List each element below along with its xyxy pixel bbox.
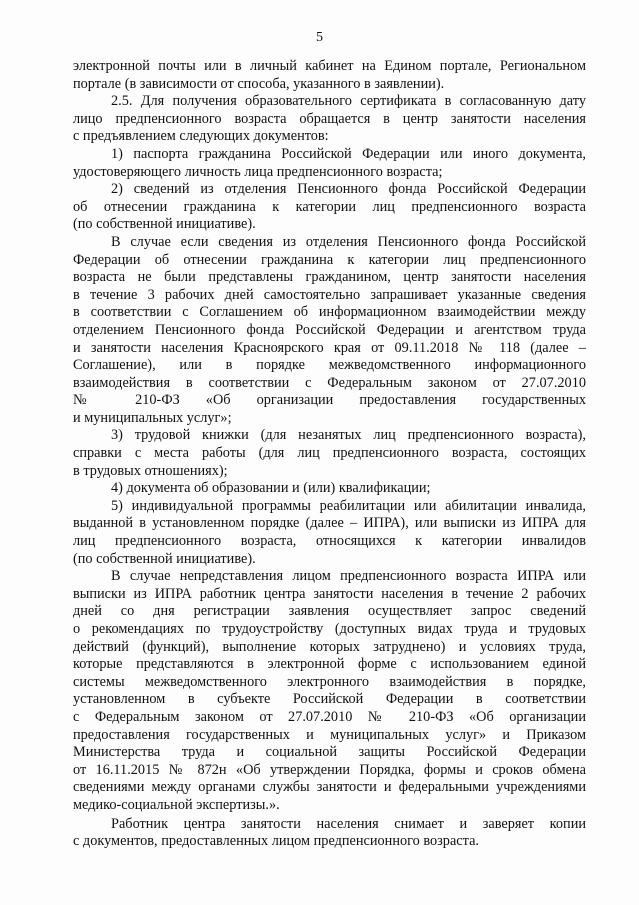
text-line: и занятости населения Красноярского края от 09.11.2018 № 118 (далее – xyxy=(73,339,586,356)
text-line: от 16.11.2015 № 872н «Об утверждении Порядка, формы и сроков обмена xyxy=(73,761,586,778)
text-line: (по собственной инициативе). xyxy=(73,550,256,567)
text-line: отделением Пенсионного фонда Российской Федерации и агентством труда xyxy=(73,321,586,338)
text-line: в трудовых отношениях); xyxy=(73,462,228,479)
document-text xyxy=(73,58,586,851)
text-line: лиц предпенсионного возраста, относящихся к категории инвалидов xyxy=(73,533,586,550)
text-line: лицо предпенсионного возраста обращается в центр занятости населения xyxy=(73,110,586,127)
text-line: в соответствии с Соглашением об информационном взаимодействии между xyxy=(73,304,586,321)
text-line: Федерации об отнесении гражданина к категории лиц предпенсионного xyxy=(73,251,586,268)
text-line: удостоверяющего личность лица предпенсионного возраста; xyxy=(73,163,443,180)
paragraph-first-line: 2.5. Для получения образовательного сертификата в согласованную дату xyxy=(111,93,586,110)
list-item-3: 3) трудовой книжки (для незанятых лиц предпенсионного возраста), xyxy=(111,427,586,444)
text-line: (по собственной инициативе). xyxy=(73,216,256,233)
text-line: Соглашение), или в порядке межведомственного информационного xyxy=(73,357,586,374)
text-line: с Федеральным законом от 27.07.2010 № 210-ФЗ «Об организации xyxy=(73,708,586,725)
text-line: с документов, предоставленных лицом предпенсионного возраста. xyxy=(73,833,479,850)
text-line: которые представляются в электронной форме с использованием единой xyxy=(73,656,586,673)
text-line: № 210-ФЗ «Об организации предоставления государственных xyxy=(73,392,586,409)
text-line: взаимодействия в соответствии с Федеральным законом от 27.07.2010 xyxy=(73,374,586,391)
text-line: электронной почты или в личный кабинет на Едином портале, Региональном xyxy=(73,58,586,74)
list-item-2: 2) сведений из отделения Пенсионного фонда Российской Федерации xyxy=(111,181,586,198)
text-line: сведениями между органами службы занятости и федеральными учреждениями xyxy=(73,779,586,796)
text-line: предоставления государственных и муниципальных услуг» и Приказом xyxy=(73,726,586,743)
text-line: Министерства труда и социальной защиты Российской Федерации xyxy=(73,744,586,761)
paragraph-first-line: Работник центра занятости населения снимает и заверяет копии xyxy=(111,815,586,832)
text-line: возраста не были представлены гражданином, центр занятости населения xyxy=(73,269,586,286)
text-line: с предъявлением следующих документов: xyxy=(73,128,329,145)
page-number: 5 xyxy=(316,30,323,45)
text-line: медико-социальной экспертизы.». xyxy=(73,796,280,813)
text-line: и муниципальных услуг»; xyxy=(73,409,232,426)
text-line: справки с места работы (для лиц предпенсионного возраста, состоящих xyxy=(73,445,586,462)
text-line: об отнесении гражданина к категории лиц предпенсионного возраста xyxy=(73,198,586,215)
text-line: портале (в зависимости от способа, указанного в заявлении). xyxy=(73,75,445,92)
text-line: в течение 3 рабочих дней самостоятельно запрашивает указанные сведения xyxy=(73,286,586,303)
text-line: системы межведомственного электронного взаимодействия в порядке, xyxy=(73,673,586,690)
text-line: выданной в установленном порядке (далее – ИПРА), или выписки из ИПРА для xyxy=(73,515,586,532)
text-line: действий (функций), выполнение которых затруднено) и условиях труда, xyxy=(73,638,586,655)
text-line: дней со дня регистрации заявления осуществляет запрос сведений xyxy=(73,603,586,620)
paragraph-first-line: В случае непредставления лицом предпенсионного возраста ИПРА или xyxy=(111,568,586,585)
list-item-5: 5) индивидуальной программы реабилитации или абилитации инвалида, xyxy=(111,497,586,514)
paragraph-first-line: В случае если сведения из отделения Пенсионного фонда Российской xyxy=(111,233,586,250)
text-line: установленном в субъекте Российской Федерации в соответствии xyxy=(73,691,586,708)
list-item-4: 4) документа об образовании и (или) квалификации; xyxy=(111,480,431,497)
list-item-1: 1) паспорта гражданина Российской Федерации или иного документа, xyxy=(111,145,586,162)
text-line: о рекомендациях по трудоустройству (доступных видах труда и трудовых xyxy=(73,621,586,637)
text-line: выписки из ИПРА работник центра занятости населения в течение 2 рабочих xyxy=(73,585,586,602)
